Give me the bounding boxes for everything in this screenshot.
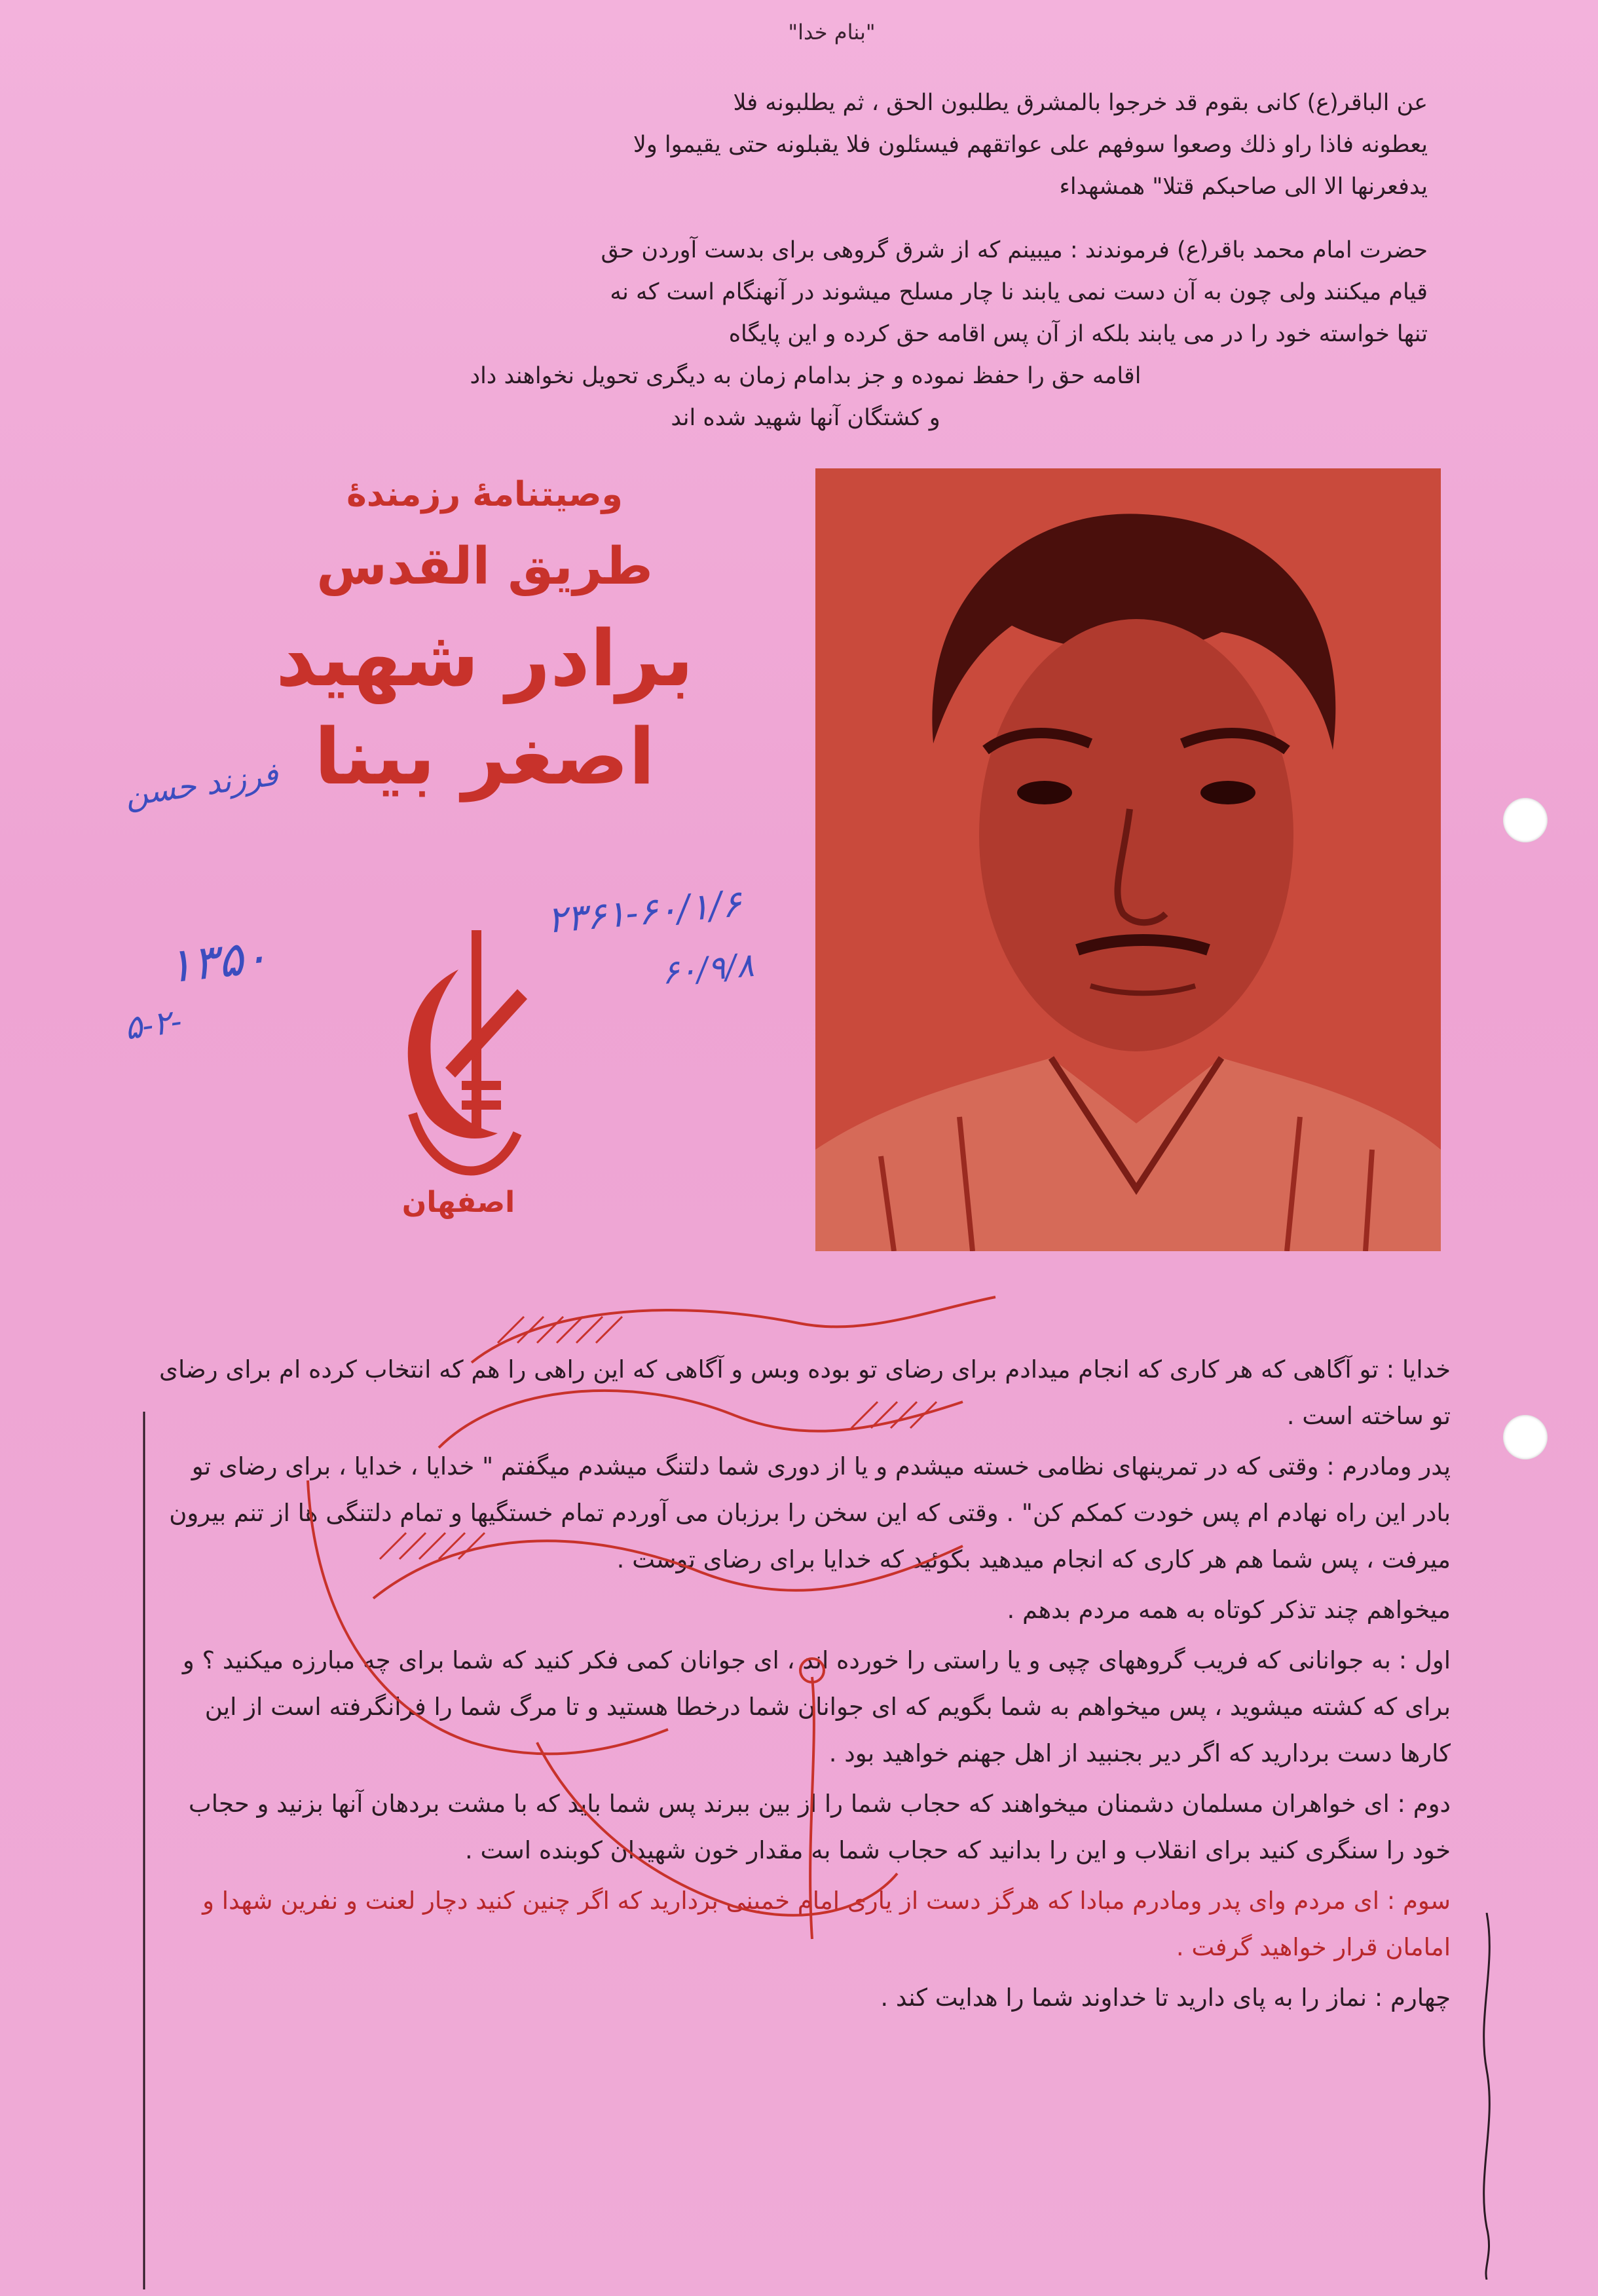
will-paragraph: دوم : ای خواهران مسلمان دشمنان میخواهند که حجاب شما را از بین ببرند پس شما باید که با مشت بردهان آنها بزنید و حجاب خود را سنگری کنید برای انقلاب و این را بدانید که حجاب شما به مقدار خون شهیدان کوبنده است . [188, 1790, 1451, 1864]
portrait-photo [815, 468, 1441, 1251]
will-paragraph: سوم : ای مردم وای پدر ومادرم مبادا که هرگز دست از یاری امام خمینی بردارید که اگر چنین کنید دچار لعنت و نفرین شهدا و امامان قرار خواهید گرفت . [202, 1887, 1451, 1961]
title-line-2: طریق القدس [316, 537, 653, 596]
will-paragraph: میخواهم چند تذکر کوتاه به همه مردم بدهم . [1007, 1596, 1451, 1624]
punch-hole-top [1503, 798, 1548, 842]
intro-line: و کشتگان آنها شهید شده اند [671, 405, 940, 431]
intro-line: تنها خواسته خود را در می یابند بلکه از آن پس اقامه حق کرده و این پایگاه [728, 321, 1428, 347]
right-margin-line-icon [1474, 1913, 1500, 2280]
handwritten-code-2: ۶۰/۹/۸ [660, 945, 756, 992]
intro-line: قیام میکنند ولی چون به آن دست نمی یابند نا چار مسلح میشوند در آنهنگام است که نه [610, 279, 1428, 305]
handwritten-code: ۲۳۶۱-۶۰/۱/۶ [545, 882, 743, 942]
handwritten-date: ۵-۲- [122, 1002, 185, 1047]
irgc-emblem-icon [367, 917, 550, 1232]
will-paragraph: اول : به جوانانی که فریب گروههای چپی و یا راستی را خورده اند ، ای جوانان کمی فکر کنید که شما برای چه مبارزه میکنید ؟ و برای که کشته میشوید ، پس میخواهم به شما بگویم که ای جوانان شما درخطا هستید و تا مرگ شما را فرانگرفته است از این کارها دست بردارید که اگر دیر بجنبید از اهل جهنم خواهید بود . [182, 1646, 1451, 1767]
handwritten-son: فرزند حسن [122, 755, 281, 814]
title-line-1: وصیتنامهٔ رزمندهٔ [346, 475, 623, 514]
margin-line-icon [141, 1412, 147, 2289]
emblem-city: اصفهان [401, 1186, 515, 1219]
hadith-line: عن الباقر(ع) كانى بقوم قد خرجوا بالمشرق يطلبون الحق ، ثم يطلبونه فلا [733, 90, 1428, 116]
intro-line: اقامه حق را حفظ نموده و جز بدامام زمان به دیگری تحویل نخواهند داد [470, 363, 1142, 389]
title-line-4: اصغر بینا [314, 711, 656, 802]
title-line-3: برادر شهید [276, 613, 694, 704]
will-paragraph: چهارم : نماز را به پای دارید تا خداوند شما را هدایت کند . [880, 1984, 1451, 2012]
hadith-line: يعطونه فاذا راو ذلك وصعوا سوفهم على عواتقهم فيسئلون فلا يقبلونه حتى يقيموا ولا [633, 132, 1428, 158]
hadith-line: يدفعرنها الا الى صاحبكم قتلا" همشهداء [1059, 174, 1428, 200]
intro-line: حضرت امام محمد باقر(ع) فرموندند : میبینم که از شرق گروهی برای بدست آوردن حق [601, 237, 1428, 263]
hadith-text [177, 82, 1428, 208]
punch-hole-bottom [1503, 1415, 1548, 1459]
heading: "بنام خدا" [788, 20, 876, 45]
portrait-icon [815, 468, 1441, 1251]
will-text [154, 1346, 1451, 2025]
handwritten-year: ۱۳۵۰ [164, 928, 271, 994]
intro-text [183, 229, 1428, 439]
title-block [216, 472, 753, 891]
will-paragraph: خدایا : تو آگاهی که هر کاری که انجام میدادم برای رضای تو بوده وبس و آگاهی که این راهی را هم که انتخاب کرده ام برای رضای تو ساخته است . [159, 1355, 1451, 1430]
will-paragraph: پدر ومادرم : وقتی که در تمرینهای نظامی خسته میشدم و یا از دوری شما دلتنگ میشدم میگفتم " خدایا ، خدایا ، برای رضای تو بادر این راه نهادم ام پس خودت کمکم کن" . وقتی که این سخن را برزبان می آوردم تمام خستگیها و تمام دلتنگی ها از تنم بیرون میرفت ، پس شما هم هر کاری که انجام میدهید بگوئید که خدایا برای رضای توست . [169, 1452, 1451, 1573]
